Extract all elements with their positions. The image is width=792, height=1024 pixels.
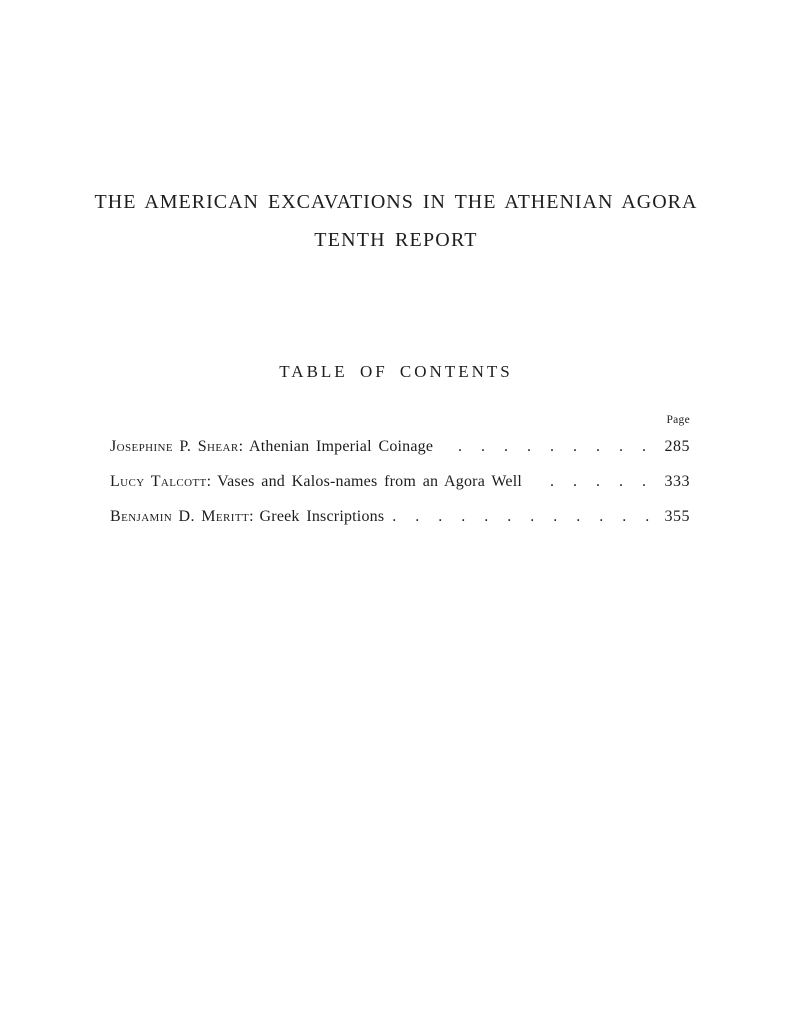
toc-entry-author: Lucy Talcott — [110, 473, 207, 490]
toc-entry-page-number: 333 — [664, 473, 690, 490]
toc-entry-title: Athenian Imperial Coinage — [249, 438, 434, 455]
page-column-label: Page — [666, 414, 690, 426]
toc-entry-separator: : — [249, 508, 254, 525]
report-title: THE AMERICAN EXCAVATIONS IN THE ATHENIAN AGORA — [94, 191, 698, 213]
leader-dots: . . . . . . . . . . . . — [392, 508, 650, 525]
toc-entry-page-number: 285 — [664, 438, 690, 455]
toc-entry — [110, 472, 690, 492]
toc-entry-separator: : — [206, 473, 212, 490]
toc-heading: TABLE OF CONTENTS — [279, 362, 513, 381]
report-subtitle: TENTH REPORT — [314, 229, 478, 251]
toc-entry — [110, 507, 690, 527]
toc-entry-page-number: 355 — [664, 508, 690, 525]
toc-entry-title: Vases and Kalos-names from an Agora Well — [217, 473, 523, 490]
toc-entry — [110, 437, 690, 457]
toc-entry-author: Benjamin D. Meritt — [110, 508, 250, 525]
toc-entry-separator: : — [238, 438, 244, 455]
toc-entry-title: Greek Inscriptions — [259, 508, 385, 525]
toc-content — [110, 410, 690, 527]
leader-dots: . . . . . . . . . — [458, 438, 646, 455]
leader-dots: . . . . . — [550, 473, 646, 490]
toc-entry-author: Josephine P. Shear — [110, 438, 239, 455]
